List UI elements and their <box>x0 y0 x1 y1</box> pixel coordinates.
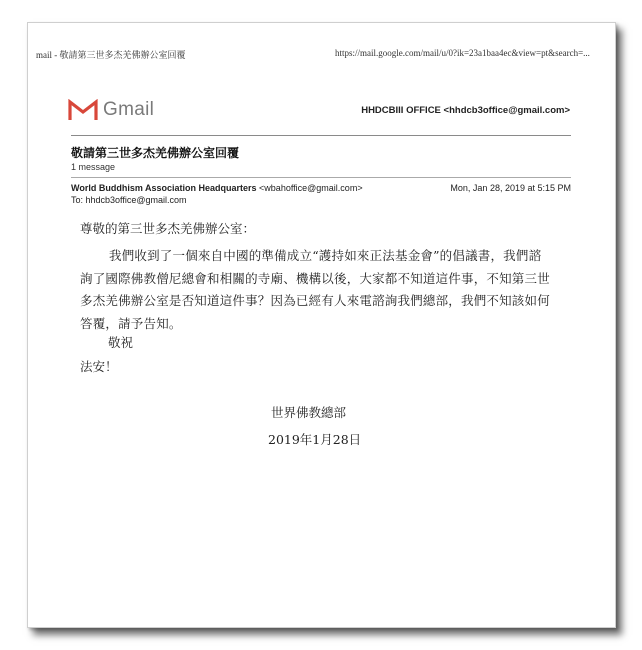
letter-closing-1: 敬祝 <box>108 335 134 350</box>
email-subject: 敬請第三世多杰羌佛辦公室回覆 <box>71 146 240 160</box>
account-label: HHDCBIII OFFICE <hhdcb3office@gmail.com> <box>361 105 570 116</box>
letter-signed-date: 2019年1月28日 <box>268 432 362 447</box>
letter-closing-2: 法安！ <box>80 359 118 374</box>
message-count: 1 message <box>71 162 116 172</box>
gmail-logo <box>68 97 154 123</box>
sender-line <box>71 183 363 193</box>
letter-paragraph: 我們收到了一個來自中國的準備成立“護持如來正法基金會”的倡議書，我們諮詢了國際佛教僧尼總會和相關的寺廟、機構以後，大家都不知道這件事，不知第三世多杰羌佛辦公室是否知道這件事？因為已經有人來電諮詢我們總部，我們不知該如何答覆，請予告知。 <box>80 248 550 331</box>
printed-email-page <box>27 22 616 628</box>
gmail-m-icon <box>68 99 98 121</box>
print-header-title: mail - 敬請第三世多杰羌佛辦公室回覆 <box>36 50 186 60</box>
sender-name: World Buddhism Association Headquarters <box>71 183 257 193</box>
gmail-wordmark: Gmail <box>103 99 155 120</box>
print-header-url: https://mail.google.com/mail/u/0?ik=23a1baa4ec&view=pt&search=... <box>335 48 590 58</box>
message-date: Mon, Jan 28, 2019 at 5:15 PM <box>450 183 571 193</box>
sender-email: <wbahoffice@gmail.com> <box>259 183 363 193</box>
subject-divider <box>71 177 571 178</box>
letter-greeting: 尊敬的第三世多杰羌佛辦公室： <box>80 221 256 236</box>
header-divider <box>71 135 571 136</box>
letter-signature: 世界佛教總部 <box>271 405 347 420</box>
recipient-line: To: hhdcb3office@gmail.com <box>71 195 187 205</box>
